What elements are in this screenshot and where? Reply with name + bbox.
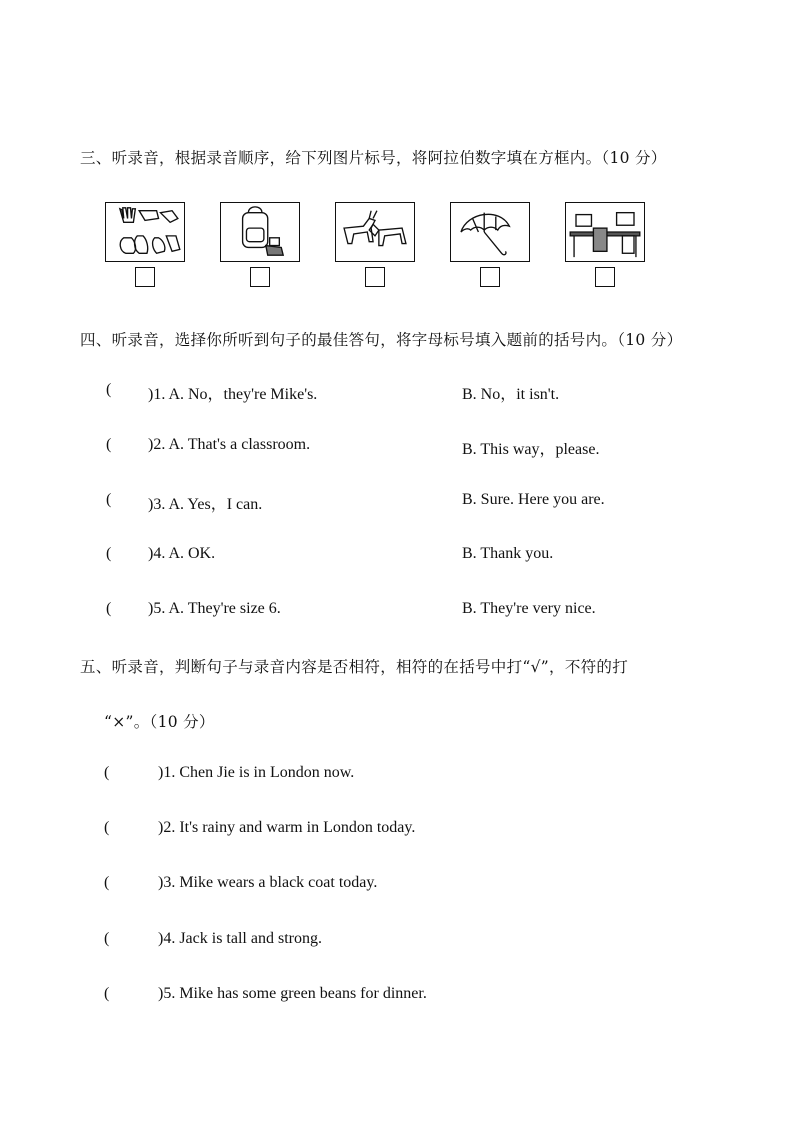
- section-4-title: 四、听录音，选择你所听到句子的最佳答句，将字母标号填入题前的括号内。（10 分）: [80, 331, 683, 349]
- answer-paren[interactable]: (: [104, 874, 110, 891]
- goats-picture: [335, 202, 415, 262]
- desk-computers-icon: [566, 203, 644, 261]
- option-b: B. No，it isn't.: [462, 386, 560, 403]
- answer-paren[interactable]: (: [104, 985, 110, 1002]
- answer-paren[interactable]: (: [106, 381, 112, 398]
- option-a: )4. A. OK.: [148, 545, 216, 562]
- option-b: B. This way，please.: [462, 441, 600, 458]
- answer-paren[interactable]: (: [106, 436, 112, 453]
- answer-box-4[interactable]: [480, 267, 500, 287]
- statement: )4. Jack is tall and strong.: [158, 930, 322, 947]
- statement: )5. Mike has some green beans for dinner.: [158, 985, 427, 1002]
- option-a: )2. A. That's a classroom.: [148, 436, 311, 453]
- section-5-title: 五、听录音，判断句子与录音内容是否相符，相符的在括号中打“√”，不符的打: [80, 658, 629, 676]
- gloves-icon: [106, 203, 184, 261]
- answer-paren[interactable]: (: [106, 600, 112, 617]
- backpack-icon: [221, 203, 299, 261]
- option-b: B. They're very nice.: [462, 600, 596, 617]
- option-b: B. Thank you.: [462, 545, 554, 562]
- desk-picture: [565, 202, 645, 262]
- goats-icon: [336, 203, 414, 261]
- gloves-picture: [105, 202, 185, 262]
- backpack-picture: [220, 202, 300, 262]
- option-a: )1. A. No，they're Mike's.: [148, 386, 318, 403]
- section-3-title: 三、听录音，根据录音顺序，给下列图片标号，将阿拉伯数字填在方框内。（10 分）: [80, 149, 667, 167]
- option-a: )5. A. They're size 6.: [148, 600, 281, 617]
- option-b: B. Sure. Here you are.: [462, 491, 605, 508]
- umbrella-icon: [451, 203, 529, 261]
- answer-paren[interactable]: (: [104, 819, 110, 836]
- option-a: )3. A. Yes，I can.: [148, 496, 263, 513]
- answer-box-2[interactable]: [250, 267, 270, 287]
- umbrella-picture: [450, 202, 530, 262]
- answer-paren[interactable]: (: [104, 764, 110, 781]
- section-5-title-cont: “×”。（10 分）: [104, 713, 215, 731]
- answer-paren[interactable]: (: [106, 491, 112, 508]
- answer-paren[interactable]: (: [104, 930, 110, 947]
- answer-box-1[interactable]: [135, 267, 155, 287]
- statement: )2. It's rainy and warm in London today.: [158, 819, 416, 836]
- statement: )1. Chen Jie is in London now.: [158, 764, 355, 781]
- answer-paren[interactable]: (: [106, 545, 112, 562]
- answer-box-3[interactable]: [365, 267, 385, 287]
- statement: )3. Mike wears a black coat today.: [158, 874, 378, 891]
- answer-box-5[interactable]: [595, 267, 615, 287]
